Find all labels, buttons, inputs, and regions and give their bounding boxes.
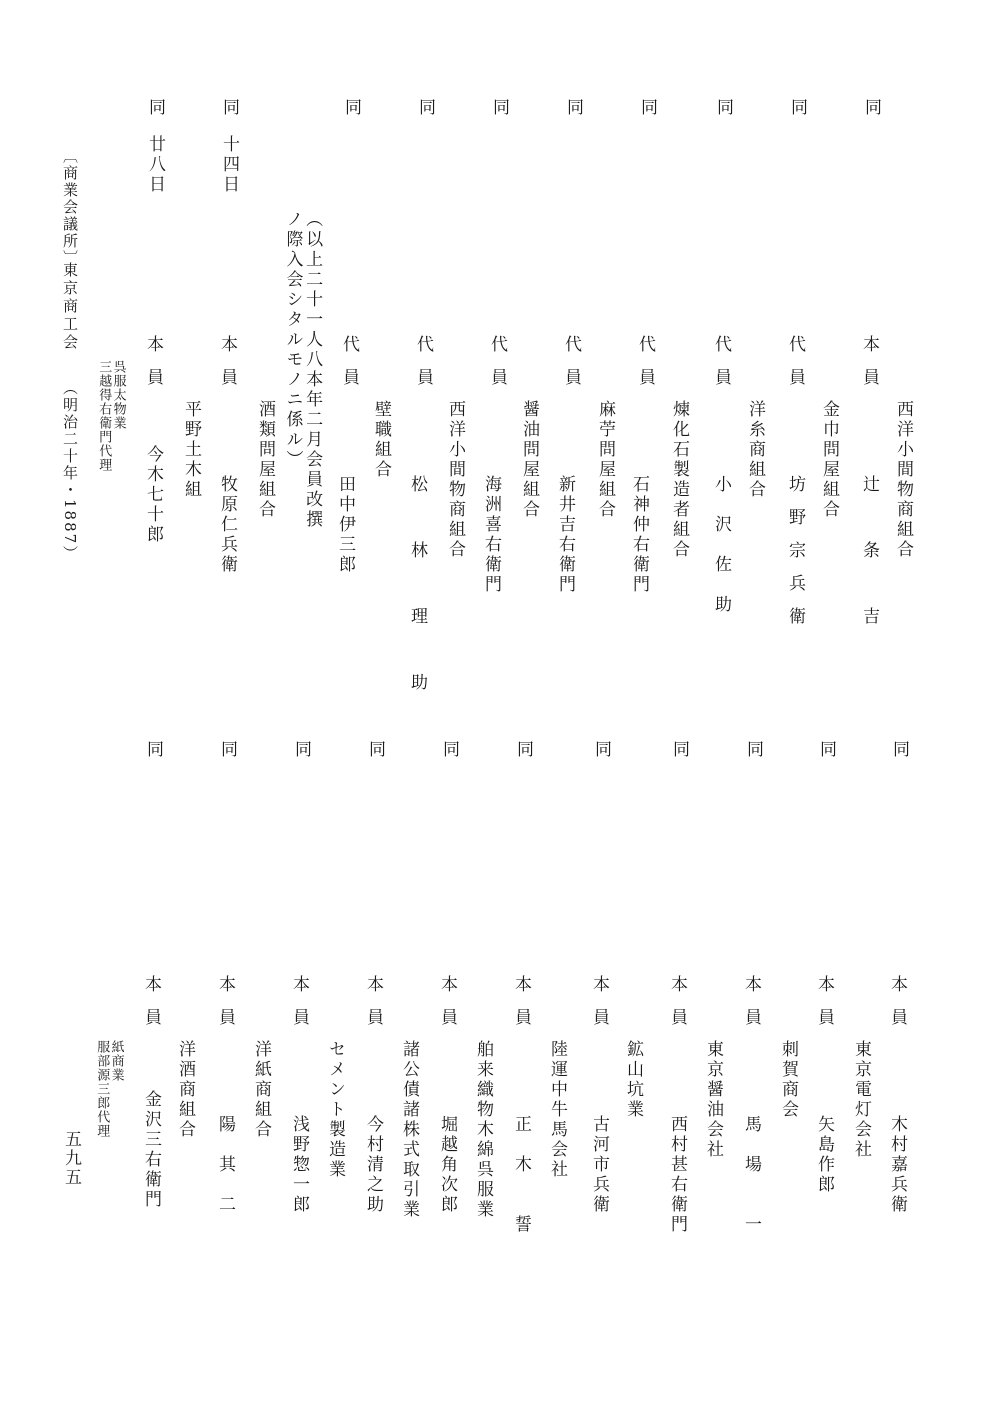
same-mark: 同	[513, 740, 533, 760]
same-mark: 同	[291, 740, 311, 760]
org-name: 洋紙商組合	[251, 1040, 271, 1140]
person-name: 松 林 理 助	[407, 475, 427, 706]
role-label: 本員	[141, 975, 161, 1041]
org-name: 醤油問屋組合	[519, 400, 539, 520]
proxy-note-line2: 三越得右衛門代理	[96, 360, 112, 472]
role-label: 本員	[741, 975, 761, 1041]
person-name: 正 木 誓	[511, 1115, 531, 1235]
role-label: 代員	[339, 335, 359, 401]
person-name: 陽 其 二	[215, 1115, 235, 1215]
proxy-note	[96, 360, 125, 472]
same-mark: 同	[365, 740, 385, 760]
same-mark: 同	[563, 98, 583, 118]
same-mark: 同	[591, 740, 611, 760]
org-name: 西洋小間物商組合	[445, 400, 465, 560]
same-mark: 同	[143, 740, 163, 760]
membership-note-line2: ノ際入会シタルモノニ係ル）	[282, 210, 303, 470]
same-mark: 同	[669, 740, 689, 760]
org-name: 陸運中牛馬会社	[547, 1040, 567, 1180]
role-label: 本員	[363, 975, 383, 1041]
membership-note	[282, 210, 321, 530]
person-name: 木村嘉兵衛	[887, 1115, 907, 1215]
person-name: 牧原仁兵衛	[217, 475, 237, 575]
role-label: 本員	[215, 975, 235, 1041]
person-name: 辻 条 吉	[859, 475, 879, 640]
role-label: 本員	[289, 975, 309, 1041]
org-name: 壁職組合	[371, 400, 391, 480]
role-label: 本員	[511, 975, 531, 1041]
header-bracket: 〔商業会議所〕	[61, 148, 79, 267]
same-mark: 同	[439, 740, 459, 760]
same-mark: 同	[341, 98, 361, 118]
date-label: 廿八日	[145, 135, 165, 195]
org-name: 洋糸商組合	[745, 400, 765, 500]
org-name: 煉化石製造者組合	[669, 400, 689, 560]
role-label: 代員	[711, 335, 731, 401]
org-name: 東京電灯会社	[851, 1040, 871, 1160]
membership-note-line1: （以上二十一人八本年二月会員改撰	[302, 210, 323, 530]
org-name: 平野土木組	[181, 400, 201, 500]
proxy-note-line1: 呉服太物業	[110, 360, 126, 430]
page-number: 五九五	[61, 1130, 81, 1187]
person-name: 小 沢 佐 助	[711, 475, 731, 615]
same-mark: 同	[489, 98, 509, 118]
org-name: 酒類問屋組合	[255, 400, 275, 520]
role-label: 本員	[814, 975, 834, 1041]
same-mark: 同	[415, 98, 435, 118]
proxy-note	[94, 1040, 123, 1138]
role-label: 本員	[667, 975, 687, 1041]
header-org: 東京商工会	[61, 262, 79, 352]
person-name: 堀越角次郎	[437, 1115, 457, 1215]
org-name: 諸公債諸株式取引業	[399, 1040, 419, 1220]
org-name: 東京醤油会社	[703, 1040, 723, 1160]
org-name: 西洋小間物商組合	[893, 400, 913, 560]
person-name: 今村清之助	[363, 1115, 383, 1215]
proxy-note-line2: 服部源三郎代理	[94, 1040, 110, 1138]
person-name: 石神仲右衛門	[629, 475, 649, 595]
person-name: 海洲喜右衛門	[481, 475, 501, 595]
same-mark: 同	[217, 740, 237, 760]
role-label: 本員	[143, 335, 163, 401]
person-name: 馬 場 一	[741, 1115, 761, 1235]
role-label: 本員	[859, 335, 879, 401]
header-era: （明治二十年・1887）	[61, 380, 79, 563]
role-label: 代員	[487, 335, 507, 401]
org-name: 鉱山坑業	[623, 1040, 643, 1120]
same-mark: 同	[637, 98, 657, 118]
same-mark: 同	[219, 98, 239, 118]
person-name: 今木七十郎	[143, 445, 163, 545]
same-mark: 同	[816, 740, 836, 760]
org-name: 舶来織物木綿呉服業	[473, 1040, 493, 1220]
person-name: 新井吉右衛門	[555, 475, 575, 595]
person-name: 金沢三右衛門	[141, 1090, 161, 1210]
role-label: 代員	[413, 335, 433, 401]
role-label: 本員	[217, 335, 237, 401]
person-name: 矢島作郎	[814, 1115, 834, 1195]
date-label: 十四日	[219, 135, 239, 195]
person-name: 田中伊三郎	[335, 475, 355, 575]
org-name: 刺賀商会	[778, 1040, 798, 1120]
person-name: 浅野惣一郎	[289, 1115, 309, 1215]
same-mark: 同	[889, 740, 909, 760]
org-name: セメント製造業	[325, 1040, 345, 1180]
org-name: 金巾問屋組合	[819, 400, 839, 520]
role-label: 代員	[561, 335, 581, 401]
role-label: 本員	[887, 975, 907, 1041]
same-mark: 同	[145, 98, 165, 118]
proxy-note-line1: 紙商業	[108, 1040, 124, 1082]
role-label: 本員	[589, 975, 609, 1041]
person-name: 坊野宗兵衛	[785, 475, 805, 640]
role-label: 代員	[635, 335, 655, 401]
org-name: 麻苧問屋組合	[595, 400, 615, 520]
person-name: 古河市兵衛	[589, 1115, 609, 1215]
same-mark: 同	[713, 98, 733, 118]
same-mark: 同	[743, 740, 763, 760]
role-label: 代員	[785, 335, 805, 401]
person-name: 西村甚右衛門	[667, 1115, 687, 1235]
same-mark: 同	[861, 98, 881, 118]
role-label: 本員	[437, 975, 457, 1041]
org-name: 洋酒商組合	[175, 1040, 195, 1140]
same-mark: 同	[787, 98, 807, 118]
